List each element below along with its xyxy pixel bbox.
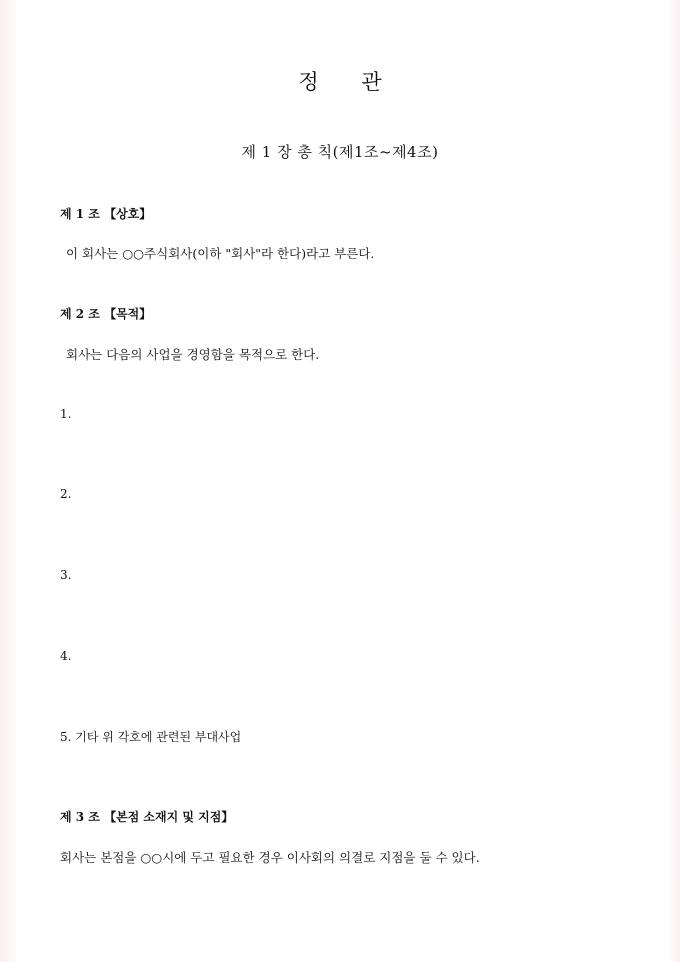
article-2-item-5: 5. 기타 위 각호에 관련된 부대사업 [60, 730, 242, 744]
article-2-heading: 제 2 조 【목적】 [60, 307, 152, 321]
article-3-heading: 제 3 조 【본점 소재지 및 지점】 [60, 810, 234, 824]
chapter-title: 제 1 장 총 칙(제1조~제4조) [241, 143, 439, 161]
article-2-text: 회사는 다음의 사업을 경영함을 목적으로 한다. [66, 347, 320, 362]
article-1-heading: 제 1 조 【상호】 [60, 207, 152, 221]
article-2-item-2: 2. [60, 487, 72, 501]
article-2-item-1: 1. [60, 407, 72, 421]
article-2-item-3: 3. [60, 568, 72, 582]
article-2-item-4: 4. [60, 649, 72, 663]
article-3-text: 회사는 본점을 ○○시에 두고 필요한 경우 이사회의 의결로 지점을 둘 수 있다. [60, 850, 480, 865]
article-1-text: 이 회사는 ○○주식회사(이하 "회사"라 한다)라고 부른다. [66, 246, 375, 261]
document-title: 정 관 [298, 70, 400, 94]
